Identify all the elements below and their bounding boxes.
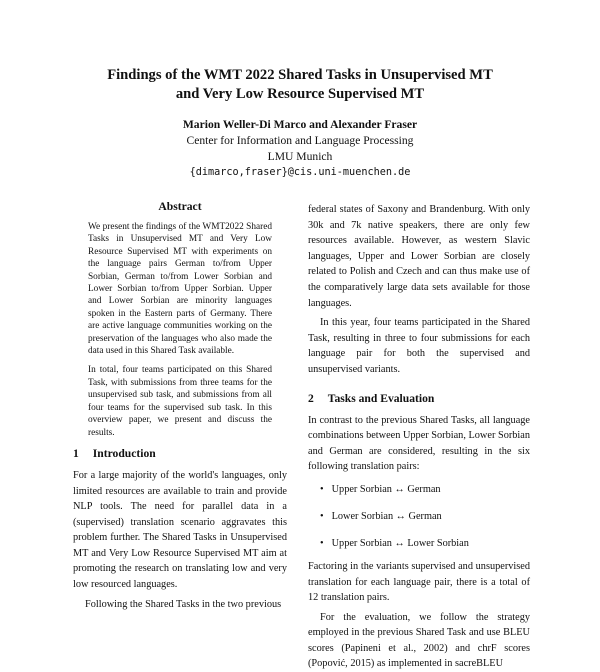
- left-column: [73, 200, 287, 612]
- paper-title: [60, 66, 540, 104]
- tasks-paragraph-1: In contrast to the previous Shared Tasks, all language combinations between Upper Sorbian, Lower Sorbian and German are considered, resulting in the six following translation pairs:: [308, 414, 530, 473]
- affiliation-institute: Center for Information and Language Processing: [186, 134, 414, 147]
- affiliation-university: LMU Munich: [267, 150, 333, 163]
- list-item: • Upper Sorbian ↔ Lower Sorbian: [320, 537, 530, 551]
- intro-paragraph-participation: In this year, four teams participated in the Shared Task, resulting in three to four submissions for each language pair for both the supervised and unsupervised variants.: [308, 317, 530, 375]
- abstract-heading: Abstract: [158, 200, 202, 213]
- section-1-heading: [73, 447, 287, 460]
- section-1-title: Introduction: [92, 446, 156, 460]
- right-column-intro: [308, 202, 530, 378]
- tasks-paragraph-2: Factoring in the variants supervised and unsupervised translation for each language pair, there is a total of 12 translation pairs.: [308, 560, 530, 604]
- list-item: • Lower Sorbian ↔ German: [320, 510, 530, 524]
- abstract-paragraph-1: We present the findings of the WMT2022 Shared Tasks in Unsupervised MT and Very Low Resource Supervised MT with experiments on the language pairs German to/from Upper Sorbian, German to/from Lower Sorbian and Lower Sorbian to/from Upper Sorbian. Upper and Lower Sorbian are minority languages spoken in the Eastern parts of Germany. There are active language communities working on the preservation of the languages who also made the data used in this Shared Task available.: [88, 222, 272, 357]
- abstract-paragraph-2: In total, four teams participated on this Shared Task, with submissions from three teams for the unsupervised sub task, and submissions from all four teams for the supervised sub task. In this overview paper, we present and discuss the results.: [88, 365, 272, 438]
- title-line-1: Findings of the WMT 2022 Shared Tasks in Unsupervised MT: [107, 67, 493, 83]
- section-1-number: 1: [73, 446, 79, 460]
- section-2-body: [308, 413, 530, 672]
- section-2-title: Tasks and Evaluation: [327, 391, 435, 405]
- section-1-body: [73, 468, 287, 612]
- author-email: {dimarco,fraser}@cis.uni-muenchen.de: [189, 167, 411, 178]
- tasks-paragraph-3: For the evaluation, we follow the strategy employed in the previous Shared Task and use BLEU scores (Papineni et al., 2002) and chrF scores (Popović, 2015) as implemented in sacreBLEU: [308, 611, 530, 670]
- list-item: • Upper Sorbian ↔ German: [320, 483, 530, 497]
- title-line-2: and Very Low Resource Supervised MT: [175, 86, 425, 102]
- intro-paragraph-2-start: Following the Shared Tasks in the two previous: [85, 598, 282, 610]
- abstract-body: [73, 221, 287, 439]
- section-2-number: 2: [308, 391, 314, 405]
- intro-paragraph-1: For a large majority of the world's languages, only limited resources are available to train and provide NLP tools. The need for parallel data in a (supervised) translation scenario aggravates this problem further. The Shared Tasks in Unsupervised MT and Very Low Resource Supervised MT aim at promoting the research on translating low and very low resourced languages.: [73, 469, 287, 591]
- author-block: [100, 117, 500, 181]
- author-names: Marion Weller-Di Marco and Alexander Fraser: [182, 118, 418, 131]
- intro-paragraph-continued: federal states of Saxony and Brandenburg. With only 30k and 7k native speakers, there are only few resources available. However, as western Slavic languages, Upper and Lower Sorbian are closely related to Polish and Czech and can thus make use of the comparatively large data sets available for those languages.: [308, 204, 530, 309]
- section-2-heading: [308, 392, 530, 405]
- right-column: [308, 202, 530, 672]
- translation-pairs-list: [308, 483, 530, 551]
